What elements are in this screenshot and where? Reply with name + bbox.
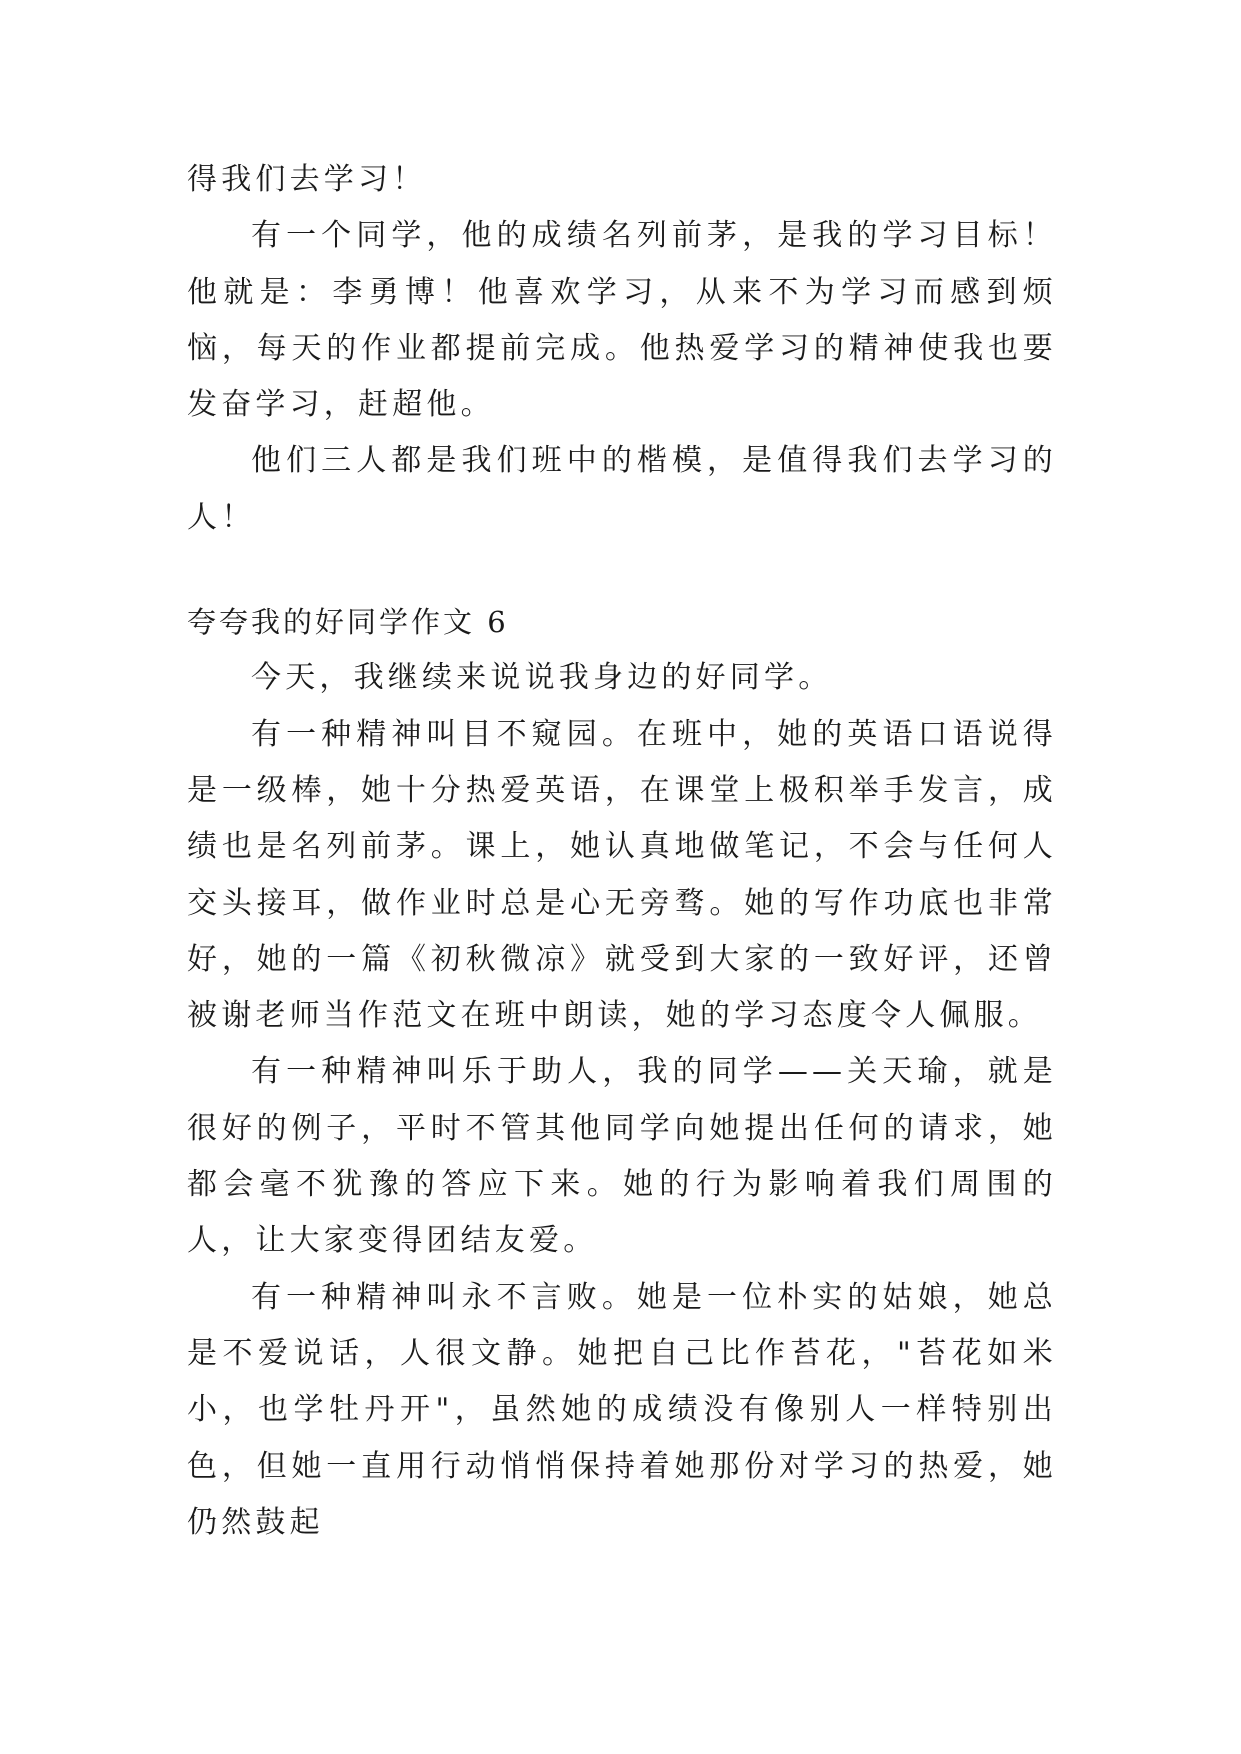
paragraph: 有一种精神叫乐于助人，我的同学——关天瑜，就是很好的例子，平时不管其他同学向她提出任何的请求，她都会毫不犹豫的答应下来。她的行为影响着我们周围的人，让大家变得团结友爱。 [187,1054,1057,1259]
document-body [187,152,1057,1551]
section-spacer [187,546,1057,594]
paragraph: 有一个同学，他的成绩名列前茅，是我的学习目标！他就是：李勇博！他喜欢学习，从来不为学习而感到烦恼，每天的作业都提前完成。他热爱学习的精神使我也要发奋学习，赶超他。 [187,218,1057,423]
paragraph: 他们三人都是我们班中的楷模，是值得我们去学习的人！ [187,443,1057,535]
section-title: 夸夸我的好同学作文 6 [187,605,509,640]
paragraph-continuation: 得我们去学习！ [187,162,427,197]
paragraph: 有一种精神叫目不窥园。在班中，她的英语口语说得是一级棒，她十分热爱英语，在课堂上极积举手发言，成绩也是名列前茅。课上，她认真地做笔记，不会与任何人交头接耳，做作业时总是心无旁骛。她的写作功底也非常好，她的一篇《初秋微凉》就受到大家的一致好评，还曾被谢老师当作范文在班中朗读，她的学习态度令人佩服。 [187,716,1057,1034]
paragraph: 有一种精神叫永不言败。她是一位朴实的姑娘，她总是不爱说话，人很文静。她把自己比作苔花，"苔花如米小，也学牡丹开"，虽然她的成绩没有像别人一样特别出色，但她一直用行动悄悄保持着她那份对学习的热爱，她仍然鼓起 [187,1279,1057,1540]
paragraph: 今天，我继续来说说我身边的好同学。 [251,660,833,696]
